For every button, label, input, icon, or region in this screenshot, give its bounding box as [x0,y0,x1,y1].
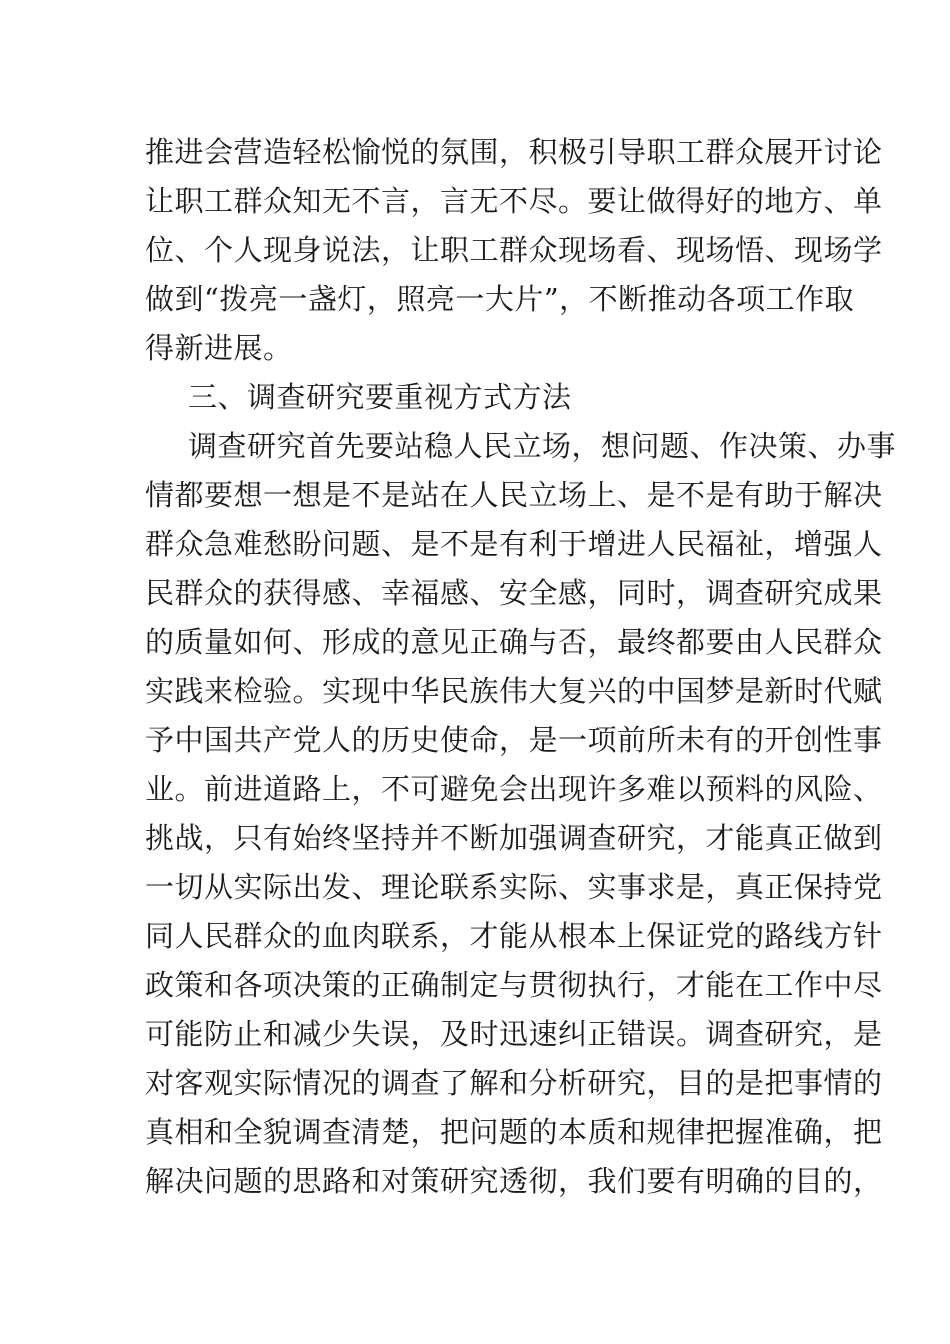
paragraph-main [145,422,897,1206]
section-heading: 三、调查研究要重视方式方法 [188,380,572,414]
text-line: 位、个人现身说法，让职工群众现场看、现场悟、现场学 [145,233,883,267]
text-line: 民群众的获得感、幸福感、安全感，同时，调查研究成果 [145,576,883,610]
text-line: 做到“拨亮一盏灯，照亮一大片”，不断推动各项工作取 [145,282,855,316]
text-line: 同人民群众的血肉联系，才能从根本上保证党的路线方针 [145,919,883,953]
text-line: 对客观实际情况的调查了解和分析研究，目的是把事情的 [145,1066,883,1100]
text-line: 让职工群众知无不言，言无不尽。要让做得好的地方、单 [145,184,883,218]
text-line: 推进会营造轻松愉悦的氛围，积极引导职工群众展开讨论 [145,135,883,169]
text-line: 解决问题的思路和对策研究透彻，我们要有明确的目的， [145,1164,883,1198]
text-line: 可能防止和减少失误，及时迅速纠正错误。调查研究，是 [145,1017,883,1051]
text-line: 政策和各项决策的正确制定与贯彻执行，才能在工作中尽 [145,968,883,1002]
text-line: 实践来检验。实现中华民族伟大复兴的中国梦是新时代赋 [145,674,883,708]
text-line: 真相和全貌调查清楚，把问题的本质和规律把握准确，把 [145,1115,883,1149]
section-heading-block [145,373,810,422]
text-line: 情都要想一想是不是站在人民立场上、是不是有助于解决 [145,478,883,512]
text-line: 业。前进道路上，不可避免会出现许多难以预料的风险、 [145,772,883,806]
text-line: 挑战，只有始终坚持并不断加强调查研究，才能真正做到 [145,821,883,855]
text-line: 的质量如何、形成的意见正确与否，最终都要由人民群众 [145,625,883,659]
paragraph-continued [145,128,883,373]
text-line: 调查研究首先要站稳人民立场，想问题、作决策、办事 [188,429,897,463]
text-line: 群众急难愁盼问题、是不是有利于增进人民福祉，增强人 [145,527,883,561]
text-line: 得新进展。 [145,331,293,365]
text-line: 予中国共产党人的历史使命，是一项前所未有的开创性事 [145,723,883,757]
text-line: 一切从实际出发、理论联系实际、实事求是，真正保持党 [145,870,883,904]
